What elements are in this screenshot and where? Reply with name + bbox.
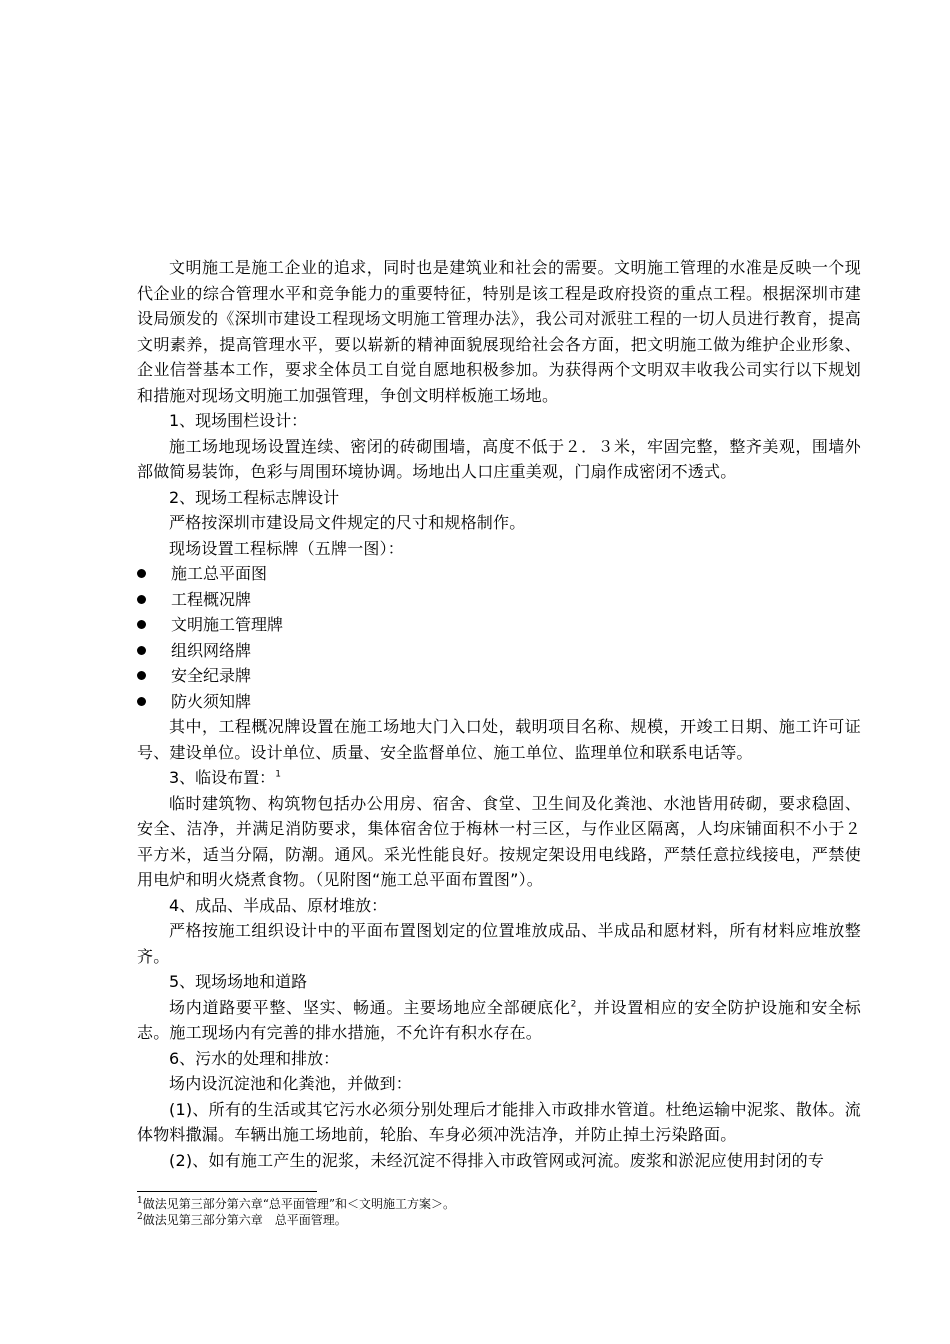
section-2-body-3: 其中，工程概况牌设置在施工场地大门入口处，载明项目名称、规模，开竣工日期、施工许可证号、建设单位。设计单位、质量、安全监督单位、施工单位、监理单位和联系电话等。 xyxy=(137,717,861,762)
list-item xyxy=(137,689,861,715)
bullet-icon xyxy=(137,646,146,655)
list-item xyxy=(137,561,861,587)
section-3-body: 临时建筑物、构筑物包括办公用房、宿舍、食堂、卫生间及化粪池、水池皆用砖砌，要求稳固、安全、洁净，并满足消防要求，集体宿舍位于梅林一村三区，与作业区隔离，人均床铺面积不小于２平方米，适当分隔，防潮。通风。采光性能良好。按规定架设用电线路，严禁任意拉线接电，严禁使用电炉和明火烧煮食物。（见附图“施工总平面布置图”）。 xyxy=(137,793,861,889)
section-5-body-a: 场内道路要平整、坚实、畅通。主要场地应全部硬底化 xyxy=(169,997,571,1017)
footnote-mark: 1 xyxy=(137,1196,143,1206)
list-item xyxy=(137,612,861,638)
section-5-body xyxy=(137,995,861,1046)
section-6-body-1: 场内设沉淀池和化粪池，并做到： xyxy=(169,1074,413,1093)
footnote-mark: 2 xyxy=(137,1212,143,1222)
section-3-heading-text: 3、临设布置： xyxy=(169,768,276,787)
bullet-icon xyxy=(137,620,146,629)
footnote-text: 做法见第三部分第六章 总平面管理。 xyxy=(142,1213,347,1227)
section-6-body-3: (2)、如有施工产生的泥浆，未经沉淀不得排入市政管网或河流。废浆和淤泥应使用封闭的专 xyxy=(169,1150,825,1170)
section-6-heading: 6、污水的处理和排放： xyxy=(169,1048,340,1068)
list-item-label: 施工总平面图 xyxy=(171,564,268,583)
footnote-ref-1[interactable]: 1 xyxy=(275,769,281,780)
bullet-icon xyxy=(137,595,146,604)
bullet-icon xyxy=(137,671,146,680)
bullet-icon xyxy=(137,569,146,578)
list-item-label: 工程概况牌 xyxy=(171,589,252,609)
list-item xyxy=(137,587,861,613)
section-4-heading: 4、成品、半成品、原材堆放： xyxy=(169,895,388,915)
footnote-text: 做法见第三部分第六章“总平面管理”和＜文明施工方案＞。 xyxy=(142,1197,456,1211)
section-2-body-1: 严格按深圳市建设局文件规定的尺寸和规格制作。 xyxy=(169,513,526,532)
list-item-label: 防火须知牌 xyxy=(171,691,252,711)
list-item xyxy=(137,663,861,689)
list-item-label: 安全纪录牌 xyxy=(171,666,252,685)
footnote-divider xyxy=(137,1191,317,1192)
bullet-icon xyxy=(137,697,146,706)
section-3-heading xyxy=(137,765,861,791)
section-1-heading: 1、现场围栏设计： xyxy=(169,411,308,430)
list-item-label: 组织网络牌 xyxy=(171,640,252,660)
intro-paragraph: 文明施工是施工企业的追求，同时也是建筑业和社会的需要。文明施工管理的水准是反映一个现代企业的综合管理水平和竞争能力的重要特征，特别是该工程是政府投资的重点工程。根据深圳市建设局颁发的《深圳市建设工程现场文明施工管理办法》，我公司对派驻工程的一切人员进行教育，提高文明素养，提高管理水平，要以崭新的精神面貌展现给社会各方面，把文明施工做为维护企业形象、企业信誉基本工作，要求全体员工自觉自愿地积极参加。为获得两个文明双丰收我公司实行以下规划和措施对现场文明施工加强管理，争创文明样板施工场地。 xyxy=(137,258,861,405)
sign-list xyxy=(137,561,861,714)
footnote-2 xyxy=(137,1213,347,1227)
section-2-body-2: 现场设置工程标牌（五牌一图）： xyxy=(169,538,405,558)
list-item-label: 文明施工管理牌 xyxy=(171,615,284,634)
footnote-ref-2[interactable]: 2 xyxy=(570,999,577,1010)
document-body xyxy=(137,255,861,1173)
section-5-heading: 5、现场场地和道路 xyxy=(169,972,308,991)
section-1-body: 施工场地现场设置连续、密闭的砖砌围墙，高度不低于２．３米，牢固完整，整齐美观，围墙外部做简易装饰，色彩与周围环境协调。场地出人口庄重美观，门扇作成密闭不透式。 xyxy=(137,436,861,481)
section-6-body-2: (1)、所有的生活或其它污水必须分别处理后才能排入市政排水管道。杜绝运输中泥浆、散体。流体物料撒漏。车辆出施工场地前，轮胎、车身必须冲洗洁净，并防止掉土污染路面。 xyxy=(137,1099,861,1144)
list-item xyxy=(137,638,861,664)
footnote-1 xyxy=(137,1197,455,1211)
section-5-body-b: ，并设置相应的安全防护设施和安全标志。施工现场内有完善的排水措施，不允许有积水存在。 xyxy=(137,997,861,1042)
section-4-body: 严格按施工组织设计中的平面布置图划定的位置堆放成品、半成品和愿材料，所有材料应堆放整齐。 xyxy=(137,921,861,966)
section-2-heading: 2、现场工程标志牌设计 xyxy=(169,487,340,507)
